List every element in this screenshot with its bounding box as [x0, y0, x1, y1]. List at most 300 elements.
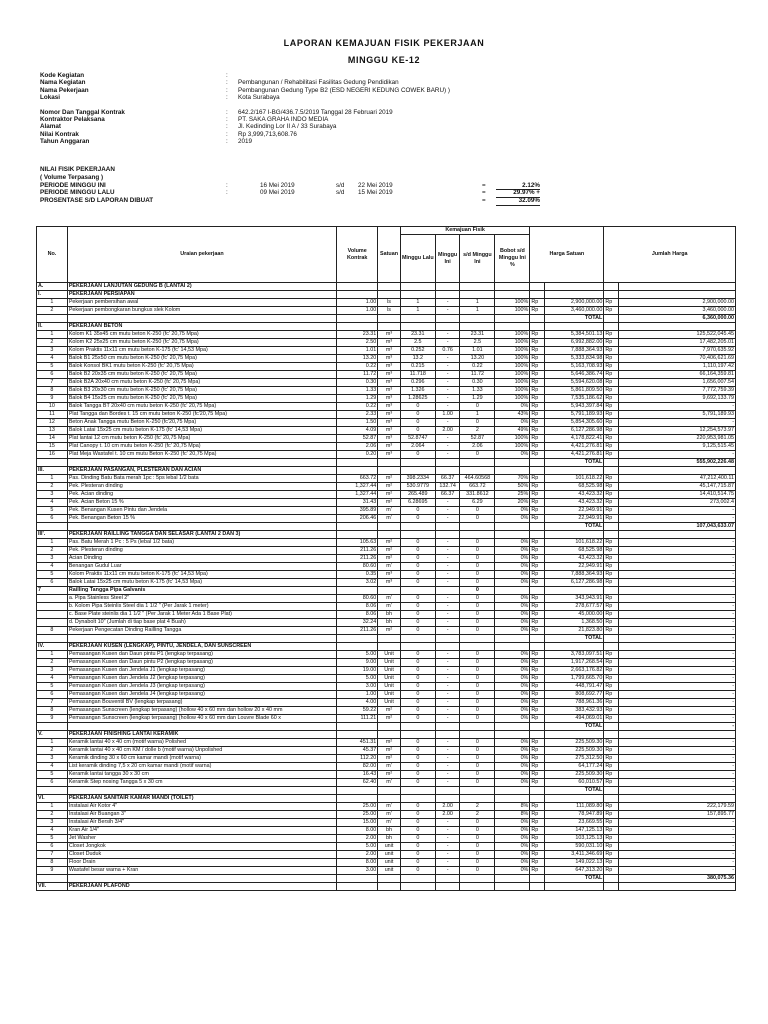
cell: Rp	[604, 747, 618, 755]
cell: Rp	[604, 563, 618, 571]
table-row	[37, 747, 736, 755]
meta-colon: :	[226, 79, 228, 87]
cell: 66.37	[435, 491, 460, 499]
cell: 52.8747	[400, 435, 435, 443]
cell: 15.00	[337, 819, 378, 827]
cell: 7	[37, 699, 68, 707]
cell: Rp	[530, 619, 544, 627]
progress-c: :	[226, 189, 228, 197]
cell: 2	[37, 339, 68, 347]
cell: 5	[37, 363, 68, 371]
progress-from: 09 Mei 2019	[260, 189, 295, 197]
cell: m'	[378, 603, 401, 611]
cell: 1.33	[460, 387, 495, 395]
cell: 9	[37, 395, 68, 403]
cell	[530, 723, 544, 731]
cell: 4.00	[337, 699, 378, 707]
cell: -	[618, 787, 735, 795]
cell: 0%	[495, 515, 530, 523]
cell	[495, 283, 530, 291]
cell	[544, 731, 604, 739]
table-row	[37, 843, 736, 851]
cell: m³	[378, 419, 401, 427]
cell	[604, 531, 618, 539]
cell: 22,949.91	[544, 507, 604, 515]
cell: 49%	[495, 427, 530, 435]
table-row	[37, 803, 736, 811]
cell	[530, 787, 544, 795]
table-row	[37, 435, 736, 443]
cell: m³	[378, 347, 401, 355]
cell	[337, 283, 378, 291]
cell: 1.00	[337, 691, 378, 699]
cell	[544, 323, 604, 331]
cell: 68,525.98	[544, 547, 604, 555]
meta-value: Pembangunan / Rehabilitasi Fasilitas Gedung Pendidikan	[238, 79, 399, 87]
cell: 1,110,197.42	[618, 363, 735, 371]
cell: 157,895.77	[618, 811, 735, 819]
cell: 6,127,286.98	[544, 579, 604, 587]
cell: m³	[378, 579, 401, 587]
cell	[618, 883, 735, 891]
cell: 5,333,834.98	[544, 355, 604, 363]
cell	[378, 587, 401, 595]
table-row	[37, 867, 736, 875]
cell: Rp	[530, 811, 544, 819]
cell	[604, 875, 618, 883]
cell: -	[618, 539, 735, 547]
cell: 0	[460, 683, 495, 691]
cell: 3.00	[337, 867, 378, 875]
cell: 9.00	[337, 659, 378, 667]
cell: Kolom Praktis 11x11 cm mutu beton K-175 (fc' 14,53 Mpa)	[67, 347, 336, 355]
cell	[604, 283, 618, 291]
cell	[544, 795, 604, 803]
cell: 6	[37, 691, 68, 699]
table-row	[37, 355, 736, 363]
cell	[400, 787, 435, 795]
cell: Pekerjaan pembongkaran bungkus slek Kolom	[67, 307, 336, 315]
cell: 45,147,715.87	[618, 483, 735, 491]
cell: -	[435, 619, 460, 627]
cell: Keramik dinding 30 x 60 cm kamar mandi (motif warna)	[67, 755, 336, 763]
cell: 8	[37, 627, 68, 635]
cell: Plat Tangga dan Bordes t. 15 cm mutu beton K-250 (fc'20,75 Mpa)	[67, 411, 336, 419]
cell: 1	[460, 411, 495, 419]
progress-to: 22 Mei 2019	[358, 181, 393, 189]
cell	[435, 587, 460, 595]
cell: Unit	[378, 675, 401, 683]
cell: -	[435, 859, 460, 867]
cell: Wastafel besar warna + Kran	[67, 867, 336, 875]
cell: 68,525.98	[544, 483, 604, 491]
cell: 0%	[495, 835, 530, 843]
cell	[337, 723, 378, 731]
cell: -	[435, 299, 460, 307]
cell: 4	[37, 563, 68, 571]
cell: Keramik lantai 40 x 40 cm (motif warna) Polished	[67, 739, 336, 747]
cell	[37, 523, 68, 531]
cell: 100%	[495, 299, 530, 307]
cell	[400, 643, 435, 651]
cell: 2	[37, 307, 68, 315]
cell: 22,949.91	[544, 515, 604, 523]
cell: Rp	[530, 835, 544, 843]
cell: -	[618, 595, 735, 603]
cell: Rp	[530, 779, 544, 787]
cell: Rp	[604, 707, 618, 715]
cell: List keramik dinding 7,5 x 20 cm kamar mandi (motif warna)	[67, 763, 336, 771]
cell: b. Kolom Pipa Steinlis Steel dia 1 1/2 " (Per Jarak 1 meter)	[67, 603, 336, 611]
cell: -	[618, 771, 735, 779]
cell: m³	[378, 451, 401, 459]
cell: PEKERJAAN BETON	[67, 323, 336, 331]
cell: 0	[400, 411, 435, 419]
cell: 2.06	[460, 443, 495, 451]
cell	[544, 883, 604, 891]
cell: 1	[37, 539, 68, 547]
cell: Rp	[604, 595, 618, 603]
meta-key: Nilai Kontrak	[40, 130, 79, 138]
cell: Rp	[530, 515, 544, 523]
section-header-row	[37, 291, 736, 299]
cell: -	[618, 827, 735, 835]
meta-value: Rp 3,999,713,608.76	[238, 130, 297, 138]
cell: Rp	[604, 739, 618, 747]
cell: 3,460,000.00	[618, 307, 735, 315]
cell: Closet Duduk	[67, 851, 336, 859]
table-row	[37, 571, 736, 579]
cell: m'	[378, 507, 401, 515]
cell	[435, 283, 460, 291]
cell: 2.5	[400, 339, 435, 347]
cell: -	[435, 603, 460, 611]
cell	[378, 643, 401, 651]
cell: -	[435, 715, 460, 723]
cell: 1.29	[460, 395, 495, 403]
cell: 647,313.20	[544, 867, 604, 875]
cell	[460, 635, 495, 643]
cell	[618, 531, 735, 539]
cell: -	[435, 499, 460, 507]
table-row	[37, 651, 736, 659]
cell: Kolom K1 35x45 cm mutu beton K-250 (fc' 20,75 Mpa)	[67, 331, 336, 339]
cell	[37, 619, 68, 627]
cell	[378, 795, 401, 803]
cell: Rp	[530, 483, 544, 491]
cell: 380,075.36	[618, 875, 735, 883]
progress-val: 32.09%	[496, 197, 540, 206]
cell: 0%	[495, 859, 530, 867]
table-row	[37, 659, 736, 667]
report-title: LAPORAN KEMAJUAN FISIK PEKERJAAN	[283, 38, 485, 48]
cell: Kolom K2 25x25 cm mutu beton K-250 (fc' 20,75 Mpa)	[67, 339, 336, 347]
cell	[530, 459, 544, 467]
cell: Rp	[530, 627, 544, 635]
cell: PEKERJAAN LANJUTAN GEDUNG B (LANTAI 2)	[67, 283, 336, 291]
cell: 6	[37, 371, 68, 379]
cell: 23,669.55	[544, 819, 604, 827]
table-row	[37, 563, 736, 571]
cell: m²	[378, 627, 401, 635]
cell	[67, 723, 336, 731]
cell: 2.50	[337, 339, 378, 347]
cell	[604, 723, 618, 731]
cell	[604, 795, 618, 803]
cell: 0%	[495, 419, 530, 427]
cell: -	[618, 563, 735, 571]
cell: Rp	[604, 627, 618, 635]
cell: -	[618, 819, 735, 827]
table-row	[37, 619, 736, 627]
cell: Rp	[530, 747, 544, 755]
cell: 273,002.4	[618, 499, 735, 507]
cell: 8%	[495, 803, 530, 811]
cell: 0%	[495, 771, 530, 779]
cell: -	[435, 451, 460, 459]
cell: 6,992,882.00	[544, 339, 604, 347]
cell: -	[618, 859, 735, 867]
cell: 4	[37, 499, 68, 507]
cell: -	[435, 339, 460, 347]
cell: Rp	[604, 547, 618, 555]
cell: a. Pipa Stainless Steel 2"	[67, 595, 336, 603]
cell: Rp	[604, 371, 618, 379]
cell: 111,089.80	[544, 803, 604, 811]
cell: Rp	[530, 395, 544, 403]
cell: -	[618, 515, 735, 523]
cell: Kran Air 1/4"	[67, 827, 336, 835]
cell	[400, 291, 435, 299]
cell: 5.00	[337, 651, 378, 659]
cell	[67, 635, 336, 643]
cell: 1.50	[337, 419, 378, 427]
cell: 4,421,276.81	[544, 451, 604, 459]
cell: m³	[378, 339, 401, 347]
cell	[618, 283, 735, 291]
cell: 0	[460, 755, 495, 763]
meta-colon: :	[226, 138, 228, 146]
cell	[435, 723, 460, 731]
cell: Rp	[604, 299, 618, 307]
cell: 6	[37, 515, 68, 523]
cell	[400, 635, 435, 643]
cell: Pek. Plesteran dinding	[67, 483, 336, 491]
cell: 808,692.77	[544, 691, 604, 699]
cell	[400, 731, 435, 739]
cell: 5	[37, 571, 68, 579]
cell: m²	[378, 475, 401, 483]
cell: 2,900,000.00	[618, 299, 735, 307]
cell: 1	[37, 803, 68, 811]
cell: Rp	[604, 387, 618, 395]
cell	[544, 531, 604, 539]
cell: -	[618, 659, 735, 667]
cell: -	[435, 611, 460, 619]
cell: Balok B1 25x50 cm mutu beton K-250 (fc' 20,75 Mpa)	[67, 355, 336, 363]
cell: 3	[37, 819, 68, 827]
cell: 0	[400, 563, 435, 571]
cell	[37, 459, 68, 467]
cell: Pas. Batu Merah 1 Pc : 5 Ps (lebal 1/2 bata)	[67, 539, 336, 547]
cell: 0	[460, 587, 495, 595]
cell: 0	[460, 715, 495, 723]
cell	[378, 283, 401, 291]
cell: 8.00	[337, 827, 378, 835]
meta-colon: :	[226, 108, 228, 116]
cell: 43,423.32	[544, 491, 604, 499]
progress-from: 16 Mei 2019	[260, 181, 295, 189]
cell: -	[435, 667, 460, 675]
cell: 0%	[495, 595, 530, 603]
cell: 5	[37, 835, 68, 843]
cell: 2.00	[435, 427, 460, 435]
cell: Pemasangan Kusen dan Jendela J4 (lengkap terpasang)	[67, 691, 336, 699]
cell: VII.	[37, 883, 68, 891]
cell: 2	[460, 803, 495, 811]
cell: 383,432.93	[544, 707, 604, 715]
cell	[604, 587, 618, 595]
cell: 331.8612	[460, 491, 495, 499]
cell: 0	[400, 835, 435, 843]
cell: 64,177.24	[544, 763, 604, 771]
cell: Rp	[530, 419, 544, 427]
cell: 25.00	[337, 811, 378, 819]
cell: Rp	[530, 803, 544, 811]
cell: Rp	[604, 827, 618, 835]
cell: Balok B4 15x25 cm mutu beton K-250 (fc' 20,75 Mpa)	[67, 395, 336, 403]
cell: Rp	[604, 347, 618, 355]
cell: 11.72	[337, 371, 378, 379]
col-header-lalu: Minggu Lalu	[400, 235, 435, 283]
meta-row	[40, 138, 450, 145]
cell: 275,312.50	[544, 755, 604, 763]
cell: 0%	[495, 707, 530, 715]
cell: -	[435, 763, 460, 771]
cell: 125,522,045.45	[618, 331, 735, 339]
cell: Rp	[604, 691, 618, 699]
cell: Rp	[604, 811, 618, 819]
cell: 100%	[495, 355, 530, 363]
cell: Rp	[530, 651, 544, 659]
cell: 0	[400, 779, 435, 787]
cell: Rp	[530, 851, 544, 859]
cell: -	[435, 331, 460, 339]
cell: -	[618, 667, 735, 675]
cell	[435, 459, 460, 467]
cell: 0%	[495, 571, 530, 579]
cell	[435, 795, 460, 803]
cell: -	[435, 683, 460, 691]
cell: Beton Anak Tangga mutu Beton K-250 (fc'20,75 Mpa)	[67, 419, 336, 427]
cell: 0	[460, 707, 495, 715]
cell: 23.31	[337, 331, 378, 339]
cell: Balok Konsol BK1 mutu beton K-250 (fc' 20,75 Mpa)	[67, 363, 336, 371]
cell: 0	[400, 579, 435, 587]
cell: 0%	[495, 779, 530, 787]
cell: Acian Dinding	[67, 555, 336, 563]
cell: 0%	[495, 667, 530, 675]
table-row	[37, 347, 736, 355]
cell: -	[435, 563, 460, 571]
cell: 1	[460, 299, 495, 307]
cell: unit	[378, 851, 401, 859]
cell: Rp	[604, 339, 618, 347]
cell	[435, 787, 460, 795]
cell: -	[435, 835, 460, 843]
cell: 62.40	[337, 779, 378, 787]
meta-key: Kontraktor Pelaksana	[40, 116, 105, 124]
cell: 4	[37, 675, 68, 683]
report-subtitle: MINGGU KE-12	[347, 55, 421, 65]
cell: 100%	[495, 347, 530, 355]
cell: 23.31	[400, 331, 435, 339]
cell: Rp	[604, 395, 618, 403]
cell: Rp	[604, 571, 618, 579]
cell	[530, 323, 544, 331]
cell	[400, 323, 435, 331]
cell: Rp	[530, 387, 544, 395]
cell: d. Dynabolt 10" (Jumlah di tiap base plat 4 Buah)	[67, 619, 336, 627]
cell	[435, 731, 460, 739]
cell: 1	[37, 739, 68, 747]
total-row	[37, 459, 736, 467]
cell	[530, 315, 544, 323]
cell	[337, 291, 378, 299]
cell: Rp	[604, 331, 618, 339]
meta-row	[40, 87, 450, 94]
table-row	[37, 859, 736, 867]
cell: -	[618, 651, 735, 659]
cell: Pek. Benangan Beton 15 %	[67, 515, 336, 523]
cell: Pemasangan Kusen dan Jendela J3 (lengkap terpasang)	[67, 683, 336, 691]
cell: PEKERJAAN PASANGAN, PLESTERAN DAN ACIAN	[67, 467, 336, 475]
table-row	[37, 547, 736, 555]
cell: 6	[37, 579, 68, 587]
cell: Plat Meja Wastafel t. 10 cm mutu Beton K-250 (fc' 20,75 Mpa)	[67, 451, 336, 459]
cell: 0	[460, 819, 495, 827]
cell: 7,772,759.39	[618, 387, 735, 395]
total-row	[37, 315, 736, 323]
cell: 12	[37, 419, 68, 427]
cell: 5.00	[337, 675, 378, 683]
cell: m²	[378, 739, 401, 747]
cell: m²	[378, 539, 401, 547]
cell	[544, 467, 604, 475]
meta-key: Nomor Dan Tanggal Kontrak	[40, 108, 125, 116]
cell: 2.5	[460, 339, 495, 347]
cell: Rp	[530, 411, 544, 419]
cell: 788,961.36	[544, 699, 604, 707]
cell: -	[435, 691, 460, 699]
cell: -	[618, 843, 735, 851]
cell: 530.9779	[400, 483, 435, 491]
cell: m²	[378, 755, 401, 763]
meta-row	[40, 131, 450, 138]
cell: Pemasangan Kusen dan Jendela J2 (lengkap terpasang)	[67, 675, 336, 683]
cell: m³	[378, 387, 401, 395]
cell: 0%	[495, 603, 530, 611]
cell: -	[618, 723, 735, 731]
cell: 555,902,226.48	[618, 459, 735, 467]
cell: 590,031.10	[544, 843, 604, 851]
cell	[460, 315, 495, 323]
cell	[495, 459, 530, 467]
cell: m²	[378, 483, 401, 491]
cell	[495, 795, 530, 803]
meta-colon: :	[226, 86, 228, 94]
cell: Rp	[604, 555, 618, 563]
